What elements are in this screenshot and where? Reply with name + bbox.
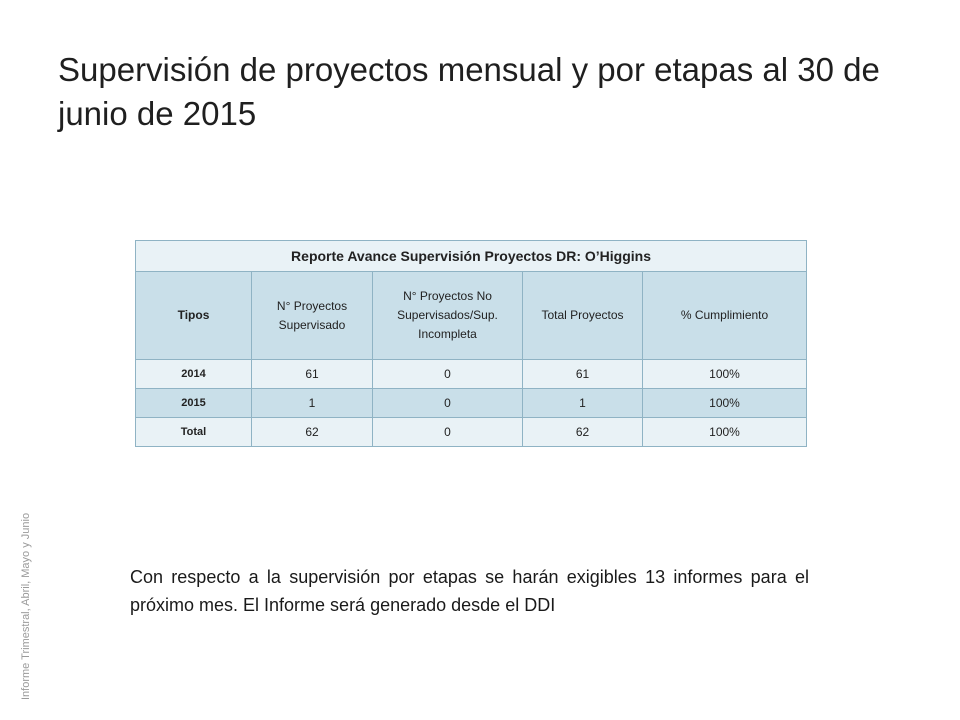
table-row [136,360,807,389]
row-label: 2014 [136,360,252,389]
side-note: Informe Trimestral, Abril, Mayo y Junio [20,512,32,700]
table-row [136,418,807,447]
table-header-row [136,272,807,360]
cell-cumplimiento: 100% [643,418,807,447]
cell-cumplimiento: 100% [643,389,807,418]
cell-no-supervisados: 0 [373,360,523,389]
header-supervisados: N° Proyectos Supervisado [252,272,373,360]
cell-total: 1 [523,389,643,418]
cell-total: 62 [523,418,643,447]
table-caption-row [136,241,807,272]
row-label: Total [136,418,252,447]
header-total: Total Proyectos [523,272,643,360]
cell-total: 61 [523,360,643,389]
body-paragraph: Con respecto a la supervisión por etapas se harán exigibles 13 informes para el próximo mes. El Informe será generado desde el DDI [130,567,809,615]
table-caption: Reporte Avance Supervisión Proyectos DR: O’Higgins [136,241,807,272]
cell-supervisados: 61 [252,360,373,389]
row-label: 2015 [136,389,252,418]
cell-supervisados: 62 [252,418,373,447]
cell-no-supervisados: 0 [373,418,523,447]
table-row [136,389,807,418]
cell-no-supervisados: 0 [373,389,523,418]
header-tipos: Tipos [136,272,252,360]
cell-cumplimiento: 100% [643,360,807,389]
slide-title: Supervisión de proyectos mensual y por etapas al 30 de junio de 2015 [58,51,880,132]
header-cumplimiento: % Cumplimiento [643,272,807,360]
cell-supervisados: 1 [252,389,373,418]
header-no-supervisados: N° Proyectos No Supervisados/Sup. Incompleta [373,272,523,360]
report-table [135,240,807,447]
